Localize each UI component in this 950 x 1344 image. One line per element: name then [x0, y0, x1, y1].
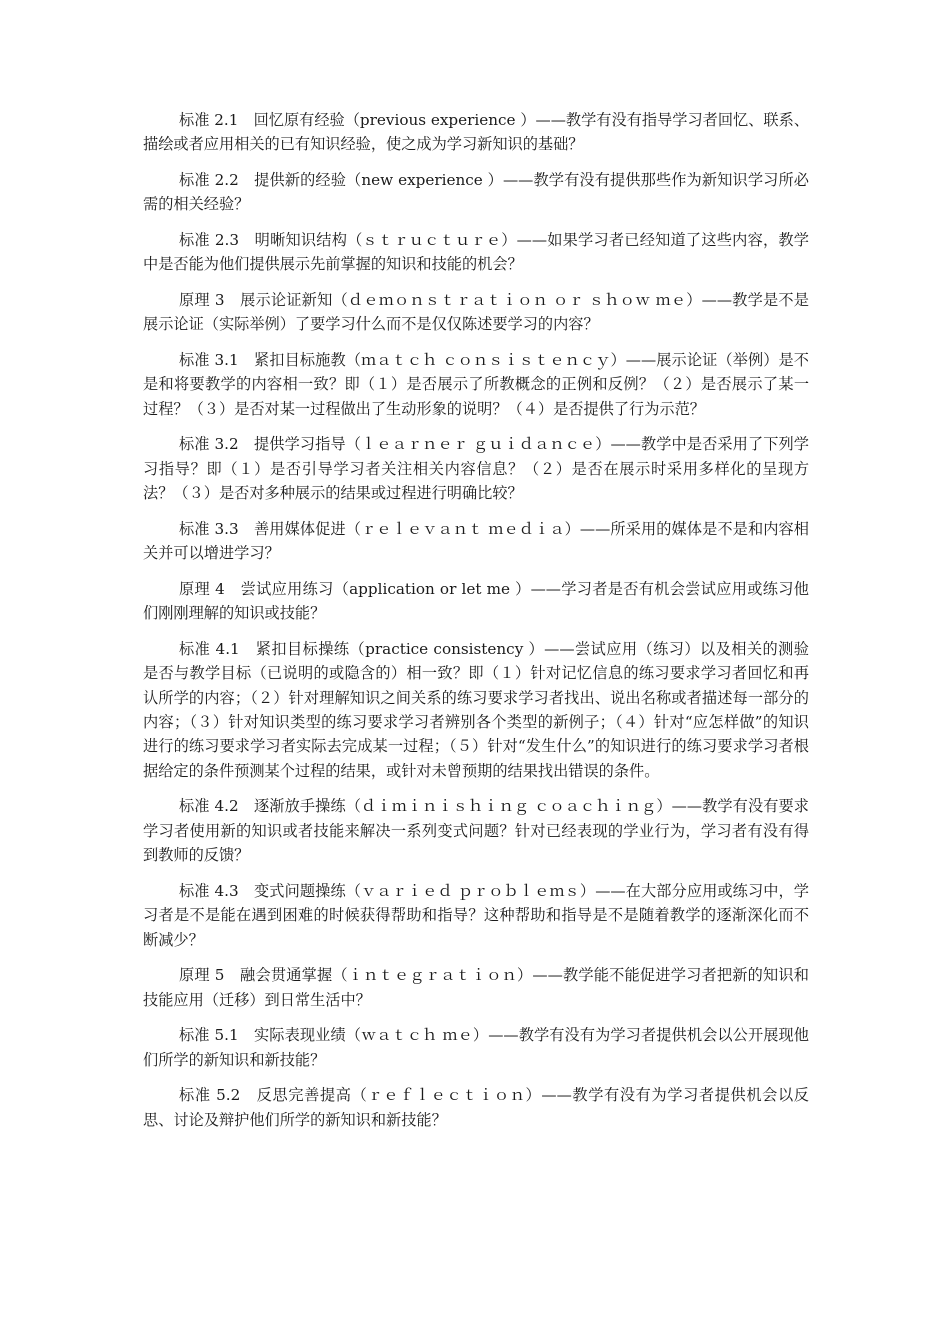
paragraph-standard-4-2: 标准 4.2 逐渐放手操练（ｄｉｍｉｎｉｓｈｉｎｇ ｃｏａｃｈｉｎｇ）——教学有没有要求学习者使用新的知识或者技能来解决一系列变式问题？针对已经表现的学业行为，学习者有没有得到教师的反馈？ [143, 797, 809, 865]
paragraph-standard-2-3: 标准 2.3 明晰知识结构（ｓｔｒｕｃｔｕｒｅ）——如果学习者已经知道了这些内容，教学中是否能为他们提供展示先前掌握的知识和技能的机会？ [143, 231, 809, 274]
paragraph-principle-4: 原理 4 尝试应用练习（application or let me ）——学习者是否有机会尝试应用或练习他们刚刚理解的知识或技能？ [143, 579, 809, 623]
paragraph-standard-3-1: 标准 3.1 紧扣目标施教（ｍａｔｃｈ ｃｏｎｓｉｓｔｅｎｃｙ）——展示论证（举例）是不是和将要教学的内容相一致？即（１）是否展示了所教概念的正例和反例？（２）是否展示了某一过程？（３）是否对某一过程做出了生动形象的说明？（４）是否提供了行为示范？ [143, 351, 809, 418]
paragraph-principle-3: 原理 3 展示论证新知（ｄｅｍｏｎｓｔｒａｔｉｏｎ ｏｒ ｓｈｏｗ ｍｅ）——教学是不是展示论证（实际举例）了要学习什么而不是仅仅陈述要学习的内容？ [143, 291, 809, 334]
paragraph-standard-5-1: 标准 5.1 实际表现业绩（ｗａｔｃｈ ｍｅ）——教学有没有为学习者提供机会以公开展现他们所学的新知识和新技能？ [143, 1026, 809, 1069]
paragraph-standard-4-3: 标准 4.3 变式问题操练（ｖａｒｉｅｄ ｐｒｏｂｌｅｍｓ）——在大部分应用或练习中，学习者是不是能在遇到困难的时候获得帮助和指导？这种帮助和指导是不是随着教学的逐渐深化而不断减少？ [143, 881, 809, 949]
paragraph-standard-3-2: 标准 3.2 提供学习指导（ｌｅａｒｎｅｒ ｇｕｉｄａｎｃｅ）——教学中是否采用了下列学习指导？即（１）是否引导学习者关注相关内容信息？（２）是否在展示时采用多样化的呈现方法？（３）是否对多种展示的结果或过程进行明确比较？ [143, 435, 809, 503]
paragraph-standard-2-2: 标准 2.2 提供新的经验（new experience ）——教学有没有提供那些作为新知识学习所必需的相关经验？ [143, 171, 809, 214]
paragraph-principle-5: 原理 5 融会贯通掌握（ｉｎｔｅｇｒａｔｉｏｎ）——教学能不能促进学习者把新的知识和技能应用（迁移）到日常生活中？ [143, 966, 809, 1009]
paragraph-standard-5-2: 标准 5.2 反思完善提高（ｒｅｆｌｅｃｔｉｏｎ）——教学有没有为学习者提供机会以反思、讨论及辩护他们所学的新知识和新技能？ [143, 1086, 809, 1129]
paragraph-standard-4-1: 标准 4.1 紧扣目标操练（practice consistency ）——尝试应用（练习）以及相关的测验是否与教学目标（已说明的或隐含的）相一致？即（１）针对记忆信息的练习要求学习者回忆和再认所学的内容；（２）针对理解知识之间关系的练习要求学习者找出、说出名称或者描述每一部分的内容；（３）针对知识类型的练习要求学习者辨别各个类型的新例子；（４）针对“应怎样做”的知识进行的练习要求学习者实际去完成某一过程；（５）针对“发生什么”的知识进行的练习要求学习者根据给定的条件预测某个过程的结果，或针对未曾预期的结果找出错误的条件。 [143, 639, 809, 780]
document-body [143, 108, 809, 1143]
paragraph-standard-3-3: 标准 3.3 善用媒体促进（ｒｅｌｅｖａｎｔ ｍｅｄｉａ）——所采用的媒体是不是和内容相关并可以增进学习？ [143, 519, 809, 563]
paragraph-standard-2-1: 标准 2.1 回忆原有经验（previous experience ）——教学有没有指导学习者回忆、联系、描绘或者应用相关的已有知识经验，使之成为学习新知识的基础？ [143, 111, 809, 154]
